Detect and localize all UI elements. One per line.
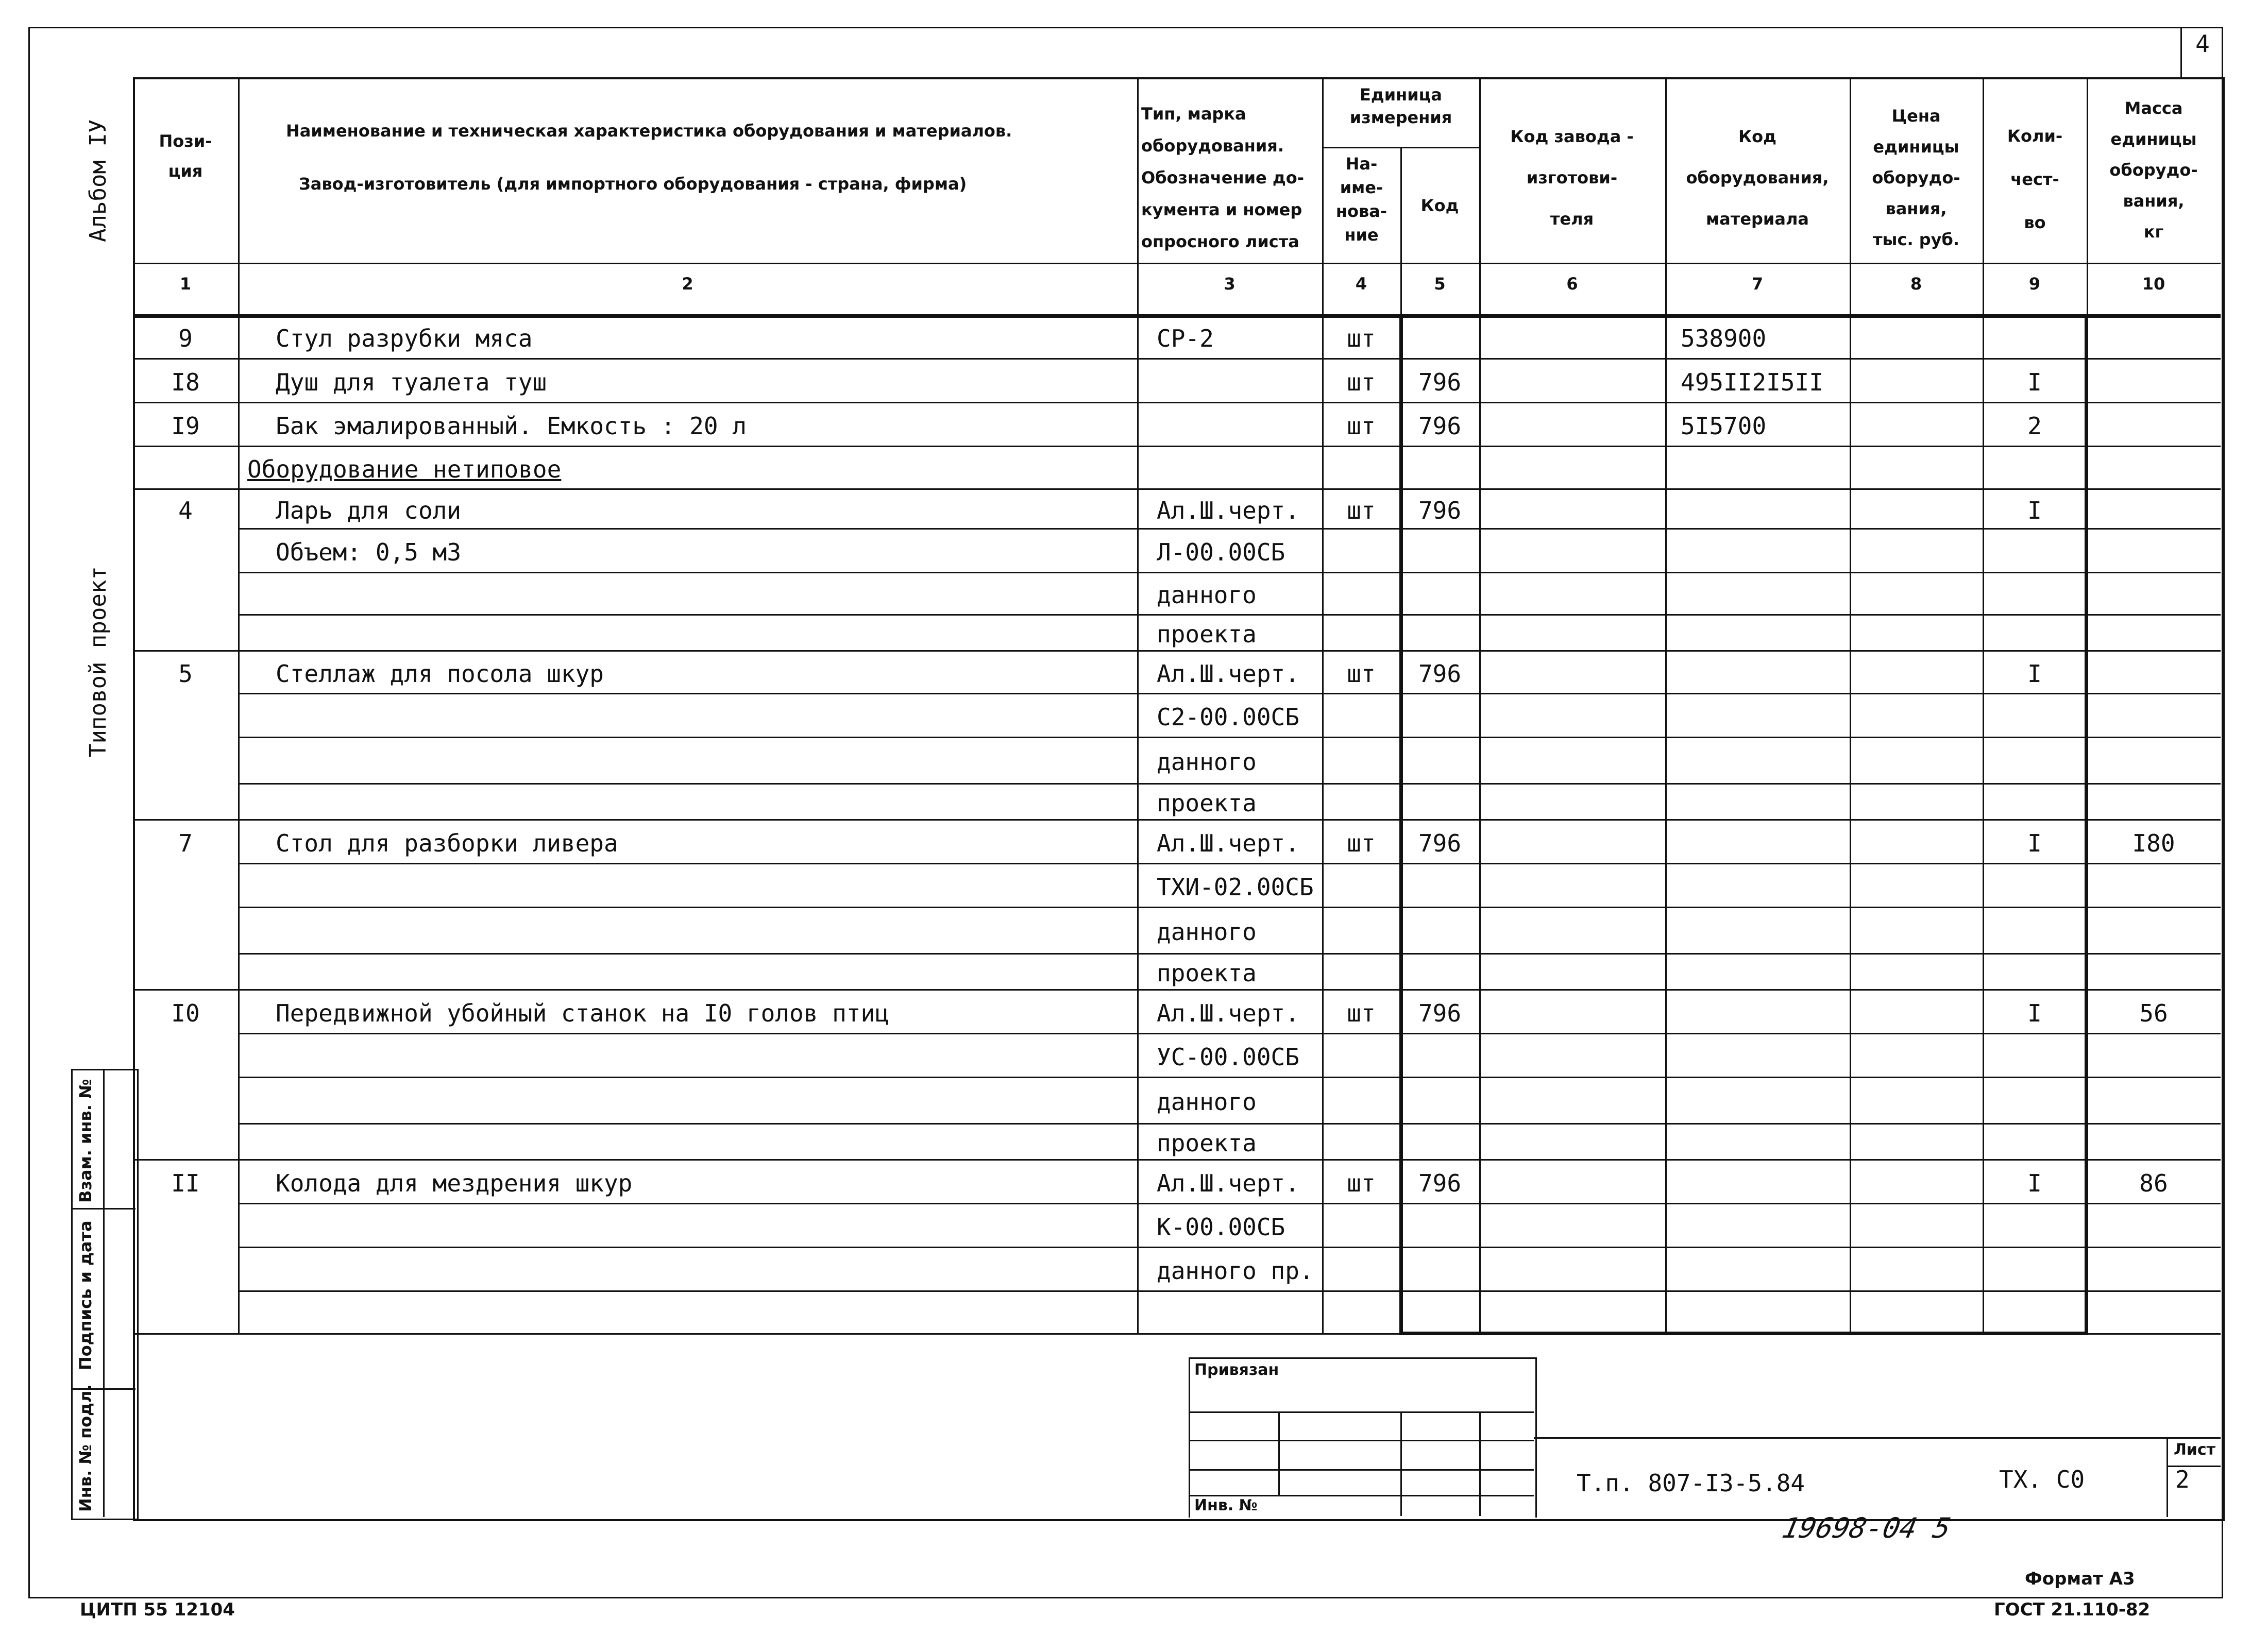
cell-position: 9 (178, 324, 193, 352)
cell-name: Ларь для соли (276, 496, 462, 524)
cell-unit: шт (1347, 829, 1376, 857)
cell-position: II (171, 1169, 200, 1197)
cell-type: проекта (1157, 620, 1257, 648)
row-line (133, 488, 2221, 490)
row-line (238, 907, 2221, 908)
body-bottom-line (2087, 1333, 2221, 1335)
privyazan-col (1278, 1411, 1280, 1495)
row-line (238, 572, 2221, 573)
cell-type: данного пр. (1157, 1256, 1314, 1285)
privyazan-col (1400, 1411, 1402, 1516)
row-line (238, 614, 2221, 616)
frame-top (28, 27, 2223, 28)
header-bottom-line (133, 263, 2221, 264)
cell-equip-code: 495II2I5II (1681, 368, 1823, 396)
column-number: 1 (179, 274, 192, 294)
row-line (133, 358, 2221, 360)
cell-qty: I (2027, 368, 2042, 396)
cell-position: I0 (171, 999, 200, 1027)
col-line (238, 77, 240, 1333)
cell-unit-code: 796 (1418, 999, 1462, 1027)
column-number: 4 (1355, 274, 1367, 294)
cell-equip-code: 538900 (1681, 324, 1767, 352)
doc-mark: ТХ. С0 (1999, 1466, 2085, 1493)
handwritten-number: 19698-04 5 (1779, 1512, 1954, 1544)
cell-type: данного (1157, 1088, 1257, 1116)
header-mass: Масса единицы оборудо- вания, кг (2109, 98, 2198, 242)
header-unit-code: Код (1420, 196, 1459, 215)
cell-position: I9 (171, 412, 200, 440)
column-number: 3 (1224, 274, 1235, 294)
cell-type: проекта (1157, 789, 1257, 817)
list-number: 2 (2175, 1466, 2190, 1493)
cell-name: Душ для туалета туш (276, 368, 547, 396)
cell-unit: шт (1347, 999, 1376, 1027)
cell-unit-code: 796 (1418, 368, 1462, 396)
col-line (1137, 77, 1139, 1333)
row-line (238, 693, 2221, 694)
cell-mass: 86 (2139, 1169, 2168, 1197)
privyazan-box (1189, 1357, 1537, 1518)
column-number: 8 (1910, 274, 1922, 294)
cell-qty: I (2027, 659, 2042, 688)
cell-mass: I80 (2132, 829, 2175, 857)
cell-type: проекта (1157, 1129, 1257, 1157)
thick-body-bottom (1399, 1332, 2088, 1335)
cell-position: 4 (178, 496, 193, 524)
row-line (133, 1159, 2221, 1161)
body-bottom-line (133, 1333, 1400, 1335)
privyazan-col (1479, 1411, 1481, 1516)
column-number: 6 (1566, 274, 1578, 294)
title-block-top (1534, 1437, 2221, 1439)
cell-position: I8 (171, 368, 200, 396)
cell-type: проекта (1157, 959, 1257, 987)
cell-type: ТХИ-02.00СБ (1157, 873, 1314, 901)
header-price: Цена единицы оборудо- вания, тыс. руб. (1872, 106, 1960, 249)
row-line (238, 863, 2221, 864)
list-col-line (2167, 1437, 2168, 1517)
column-number: 7 (1751, 274, 1764, 294)
cell-unit-code: 796 (1418, 412, 1462, 440)
row-line (238, 953, 2221, 955)
cell-type: СР-2 (1157, 324, 1214, 352)
cell-type: К-00.00СБ (1157, 1213, 1285, 1241)
format-label: Формат А3 (2025, 1569, 2135, 1589)
cell-unit: шт (1347, 659, 1376, 688)
cell-type: данного (1157, 581, 1257, 609)
cell-qty: I (2027, 999, 2042, 1027)
cell-qty: I (2027, 829, 2042, 857)
cell-type: УС-00.00СБ (1157, 1043, 1299, 1071)
cell-qty: I (2027, 1169, 2042, 1197)
cell-unit: шт (1347, 1169, 1376, 1197)
column-number: 2 (682, 274, 693, 294)
privyazan-label: Привязан (1194, 1361, 1279, 1379)
cell-type: Ал.Ш.черт. (1157, 829, 1299, 857)
cell-name: Стеллаж для посола шкур (276, 659, 604, 688)
cell-qty: 2 (2027, 412, 2042, 440)
cell-position: 5 (178, 659, 193, 688)
row-line (133, 446, 2221, 447)
inv-podl-label: Инв. № подл. (76, 1384, 95, 1512)
col-line (1665, 77, 1667, 1333)
row-line (133, 819, 2221, 821)
privyazan-line (1189, 1411, 1534, 1413)
cell-equip-code: 5I5700 (1681, 412, 1767, 440)
cell-qty: I (2027, 496, 2042, 524)
header-qty: Коли- чест- во (2007, 126, 2063, 232)
project-label: Типовой проект (85, 566, 111, 757)
cell-name: Передвижной убойный станок на I0 голов птиц (276, 999, 889, 1027)
col-line (1322, 77, 1324, 1333)
list-label: Лист (2173, 1441, 2216, 1459)
row-line (238, 1077, 2221, 1078)
header-factory-code: Код завода - изготови- теля (1510, 127, 1634, 229)
cell-unit: шт (1347, 496, 1376, 524)
cell-unit-code: 796 (1418, 1169, 1462, 1197)
album-label: Альбом IУ (85, 119, 111, 242)
doc-code: Т.п. 807-I3-5.84 (1577, 1469, 1805, 1497)
cell-type: данного (1157, 918, 1257, 946)
row-line (238, 1203, 2221, 1204)
col-line (1983, 77, 1984, 1333)
inv-no-label: Инв. № (1194, 1496, 1258, 1514)
cell-unit-code: 796 (1418, 829, 1462, 857)
frame-bottom (28, 1597, 2223, 1598)
header-unit: Единица измерения (1349, 85, 1452, 127)
citp-label: ЦИТП 55 12104 (80, 1599, 235, 1620)
podpis-label: Подпись и дата (76, 1220, 95, 1370)
cell-mass: 56 (2139, 999, 2168, 1027)
column-number: 10 (2142, 274, 2165, 294)
header-name-1: Наименование и техническая характеристика оборудования и материалов. (286, 121, 1012, 141)
page-number: 4 (2195, 30, 2210, 58)
row-line (238, 1033, 2221, 1034)
vzam-label: Взам. инв. № (76, 1079, 95, 1203)
section-title: Оборудование нетиповое (247, 455, 562, 483)
left-stamp-divider (103, 1069, 105, 1517)
row-line (238, 528, 2221, 530)
cell-name: Объем: 0,5 м3 (276, 538, 462, 566)
cell-name: Стол для разборки ливера (276, 829, 618, 857)
colnum-bottom-line (133, 314, 2221, 318)
cell-unit-code: 796 (1418, 659, 1462, 688)
privyazan-line (1189, 1440, 1534, 1441)
cell-type: С2-00.00СБ (1157, 703, 1299, 731)
row-line (238, 737, 2221, 738)
cell-type: Л-00.00СБ (1157, 538, 1285, 566)
privyazan-line (1189, 1469, 1534, 1471)
header-name-2: Завод-изготовитель (для импортного оборудования - страна, фирма) (299, 174, 967, 194)
cell-name: Бак эмалированный. Емкость : 20 л (276, 412, 747, 440)
cell-unit: шт (1347, 324, 1376, 352)
cell-type: данного (1157, 748, 1257, 776)
row-line (238, 783, 2221, 785)
header-unit-name: На- име- нова- ние (1335, 154, 1387, 245)
header-pos: Пози- ция (159, 131, 212, 181)
cell-unit: шт (1347, 368, 1376, 396)
col-line (1479, 77, 1481, 1333)
list-line (2167, 1466, 2221, 1467)
column-number: 5 (1434, 274, 1446, 294)
cell-type: Ал.Ш.черт. (1157, 496, 1299, 524)
header-equip-code: Код оборудования, материала (1686, 127, 1829, 229)
column-number: 9 (2028, 274, 2041, 294)
row-line (133, 402, 2221, 403)
cell-type: Ал.Ш.черт. (1157, 999, 1299, 1027)
gost-label: ГОСТ 21.110-82 (1994, 1599, 2151, 1620)
row-line (238, 1290, 2221, 1292)
left-stamp-line (71, 1208, 136, 1210)
header-type: Тип, марка оборудования. Обозначение до- кумента и номер опросного листа (1141, 104, 1304, 251)
row-line (133, 989, 2221, 991)
cell-unit-code: 796 (1418, 496, 1462, 524)
cell-type: Ал.Ш.черт. (1157, 1169, 1299, 1197)
cell-type: Ал.Ш.черт. (1157, 659, 1299, 688)
row-line (133, 650, 2221, 652)
cell-name: Колода для мездрения шкур (276, 1169, 633, 1197)
row-line (238, 1123, 2221, 1125)
col-line (1850, 77, 1851, 1333)
cell-unit: шт (1347, 412, 1376, 440)
frame-left (28, 27, 30, 1598)
cell-position: 7 (178, 829, 193, 857)
cell-name: Стул разрубки мяса (276, 324, 533, 352)
row-line (238, 1247, 2221, 1248)
